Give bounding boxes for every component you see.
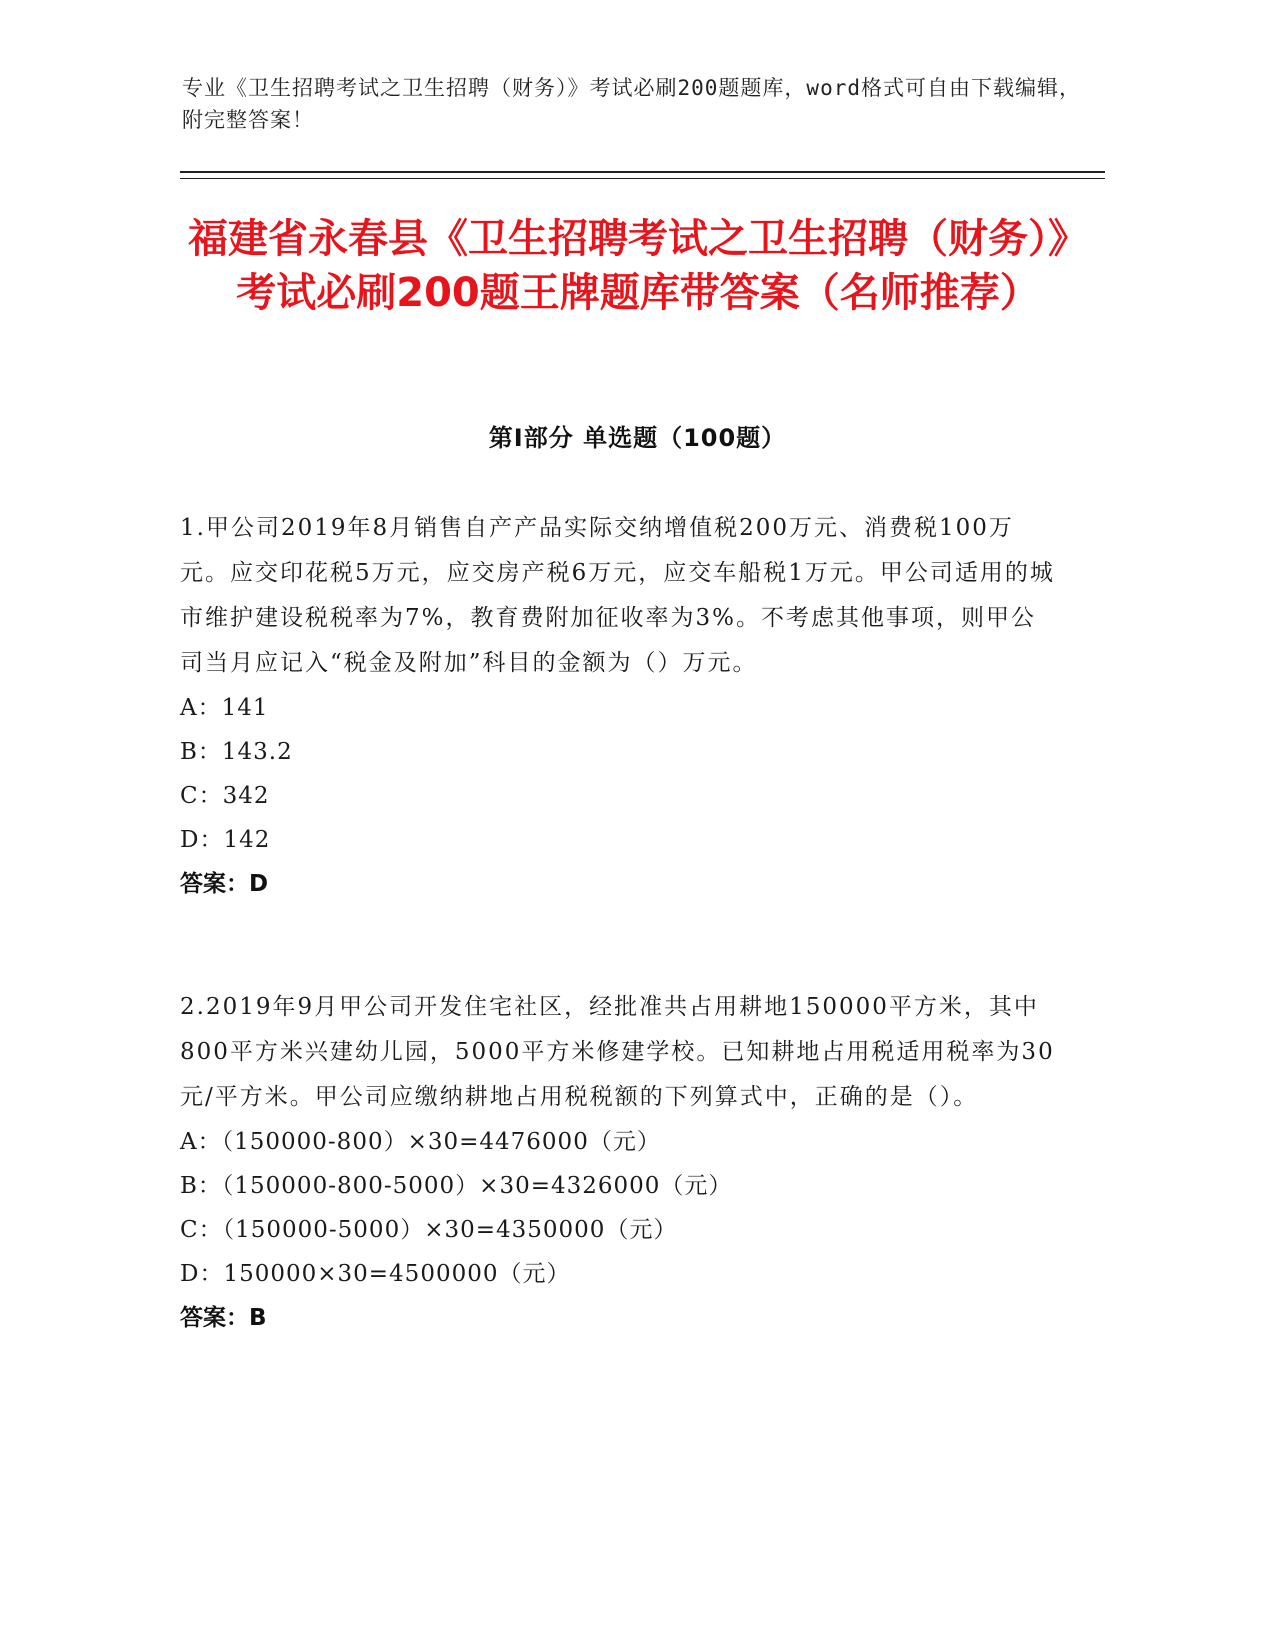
option-a: A：141 xyxy=(180,695,269,721)
option-b: B：143.2 xyxy=(180,739,293,765)
option-b: B：（150000-800-5000）×30=4326000（元） xyxy=(180,1173,733,1199)
option-c: C：342 xyxy=(180,783,270,809)
question-stem: 2.2019年9月甲公司开发住宅社区，经批准共占用耕地150000平方米，其中800平方米兴建幼儿园，5000平方米修建学校。已知耕地占用税适用税率为30元/平方米。甲公司应缴纳耕地占用税税额的下列算式中，正确的是（）。 xyxy=(180,994,1055,1110)
header-text: 专业《卫生招聘考试之卫生招聘（财务）》考试必刷200题题库，word格式可自由下载编辑，附完整答案！ xyxy=(182,76,1081,132)
option-d: D：150000×30=4500000（元） xyxy=(180,1261,571,1287)
question-1 xyxy=(180,506,1060,906)
answer-label: 答案：D xyxy=(180,871,269,897)
option-c: C：（150000-5000）×30=4350000（元） xyxy=(180,1217,678,1243)
header-rule-thick xyxy=(180,171,1105,173)
option-d: D：142 xyxy=(180,827,271,853)
section-title: 第I部分 单选题（100题） xyxy=(488,424,787,452)
document-title: 福建省永春县《卫生招聘考试之卫生招聘（财务）》考试必刷200题王牌题库带答案（名师推荐） xyxy=(188,216,1088,316)
option-a: A：（150000-800）×30=4476000（元） xyxy=(180,1129,661,1155)
header-rule-thin xyxy=(180,178,1105,179)
answer-label: 答案：B xyxy=(180,1305,267,1331)
question-stem: 1.甲公司2019年8月销售自产产品实际交纳增值税200万元、消费税100万元。应交印花税5万元，应交房产税6万元，应交车船税1万元。甲公司适用的城市维护建设税税率为7%，教育费附加征收率为3%。不考虑其他事项，则甲公司当月应记入“税金及附加”科目的金额为（）万元。 xyxy=(180,515,1055,676)
question-2 xyxy=(180,985,1060,1340)
